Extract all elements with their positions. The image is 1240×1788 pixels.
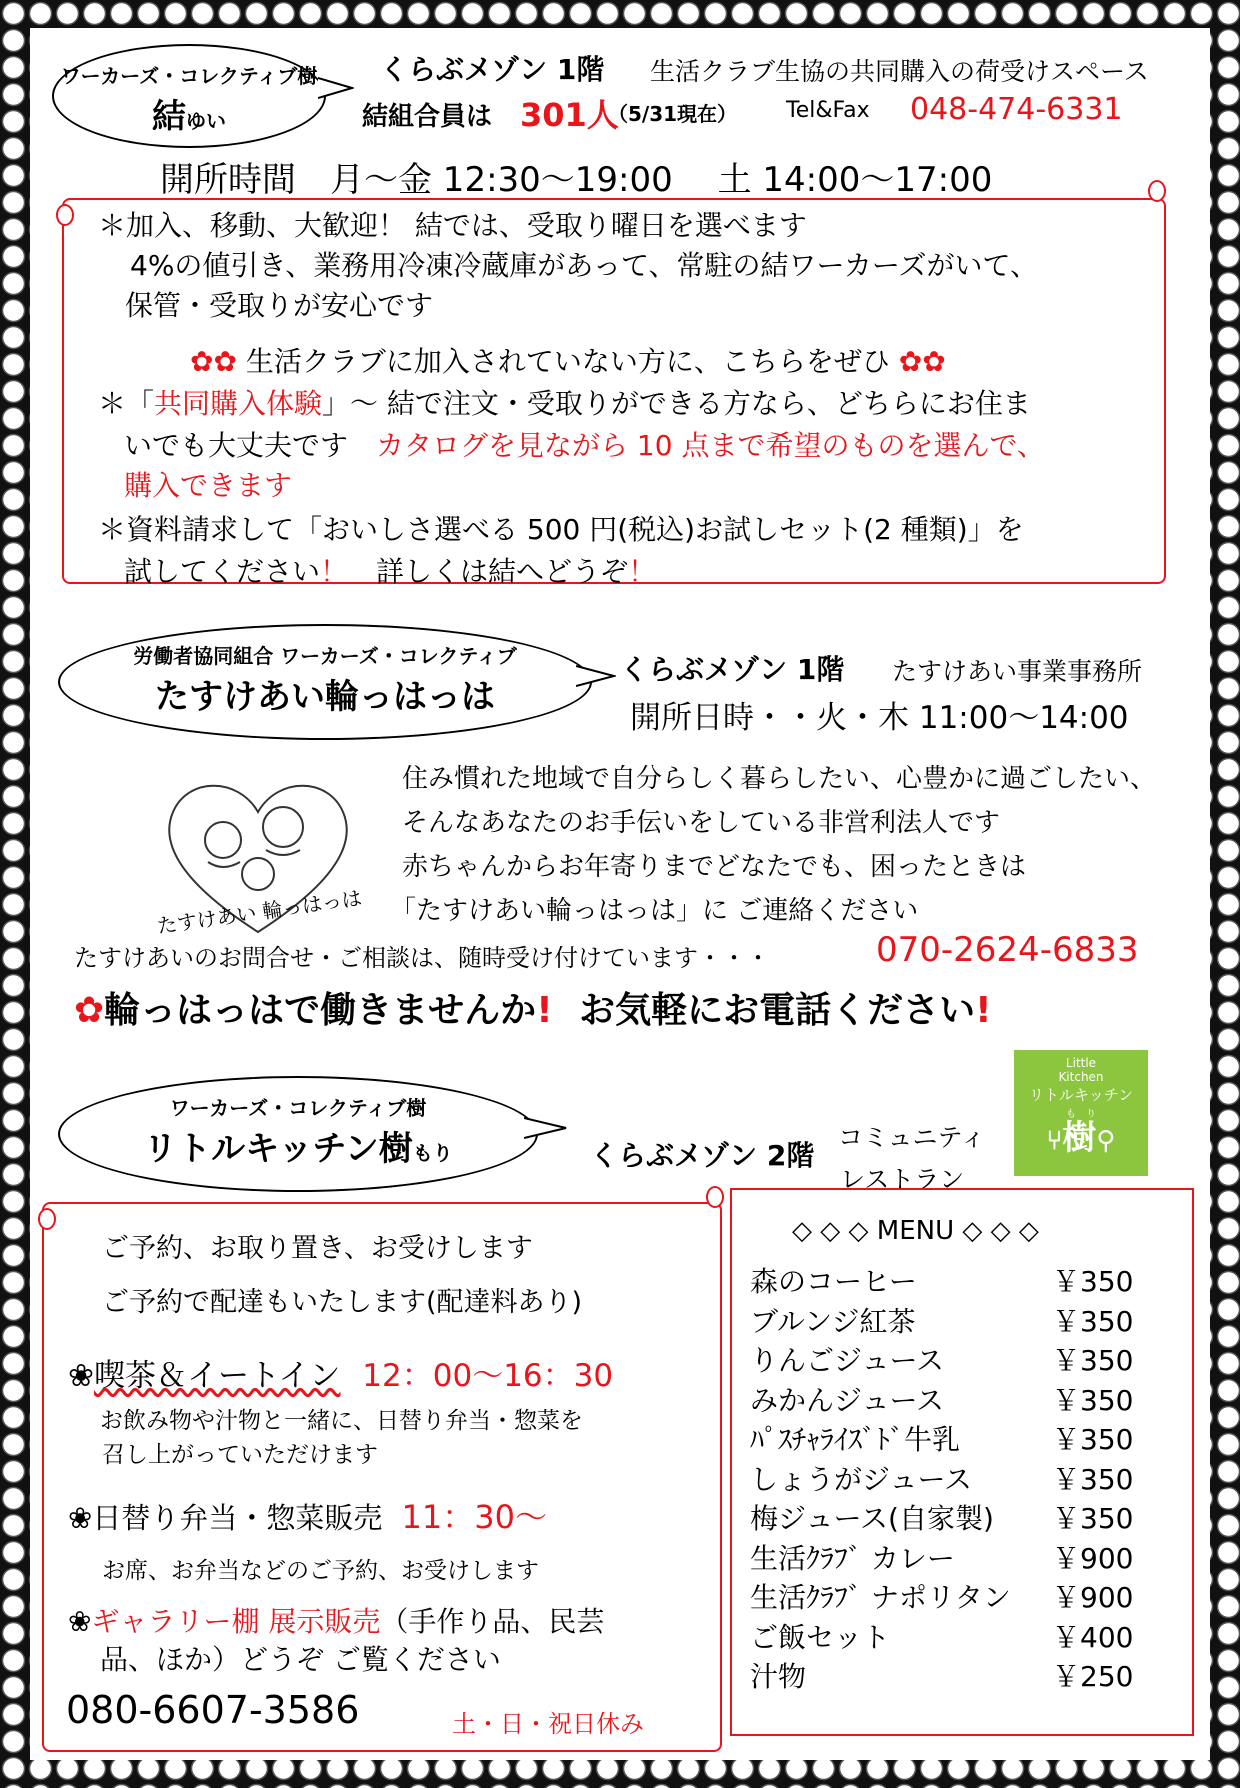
menu-item-price: ￥900 — [1052, 1581, 1134, 1614]
yui-trial-line: ＊「共同購入体験」～ 結で注文・受取りができる方なら、どちらにお住ま — [98, 387, 1031, 420]
spoon-icon: ⚲ — [1096, 1126, 1116, 1156]
menu-item — [750, 1260, 1150, 1300]
yui-bubble-tail — [318, 76, 354, 100]
menu-item-name: 梅ジュース(自家製) — [750, 1502, 994, 1535]
yui-trial-line-3: 購入できます — [124, 469, 293, 502]
kitchen-cafe-desc-2: 召し上がっていただけます — [102, 1442, 378, 1468]
wahhaha-logo-text: たすけあい 輪っはっは — [155, 885, 364, 939]
menu-item — [750, 1458, 1150, 1498]
menu-item — [750, 1655, 1150, 1695]
menu-item-price: ￥350 — [1052, 1304, 1134, 1338]
kitchen-closed-days: 土・日・祝日休み — [452, 1710, 644, 1738]
yui-bubble-org: ワーカーズ・コレクティブ樹 — [60, 64, 318, 88]
flyer-page — [30, 28, 1210, 1760]
kitchen-logo-row: ⑂樹⚲ — [1046, 1118, 1116, 1158]
menu-item-price: ￥350 — [1052, 1502, 1134, 1535]
yui-trial-line-2: いでも大丈夫です カタログを見ながら 10 点まで希望のものを選んで、 — [124, 429, 1045, 462]
yui-members-count: 301人 — [520, 96, 619, 134]
menu-title: ◇ ◇ ◇ MENU ◇ ◇ ◇ — [792, 1216, 1039, 1246]
wahhaha-bubble-name: たすけあい輪っはっは — [155, 677, 495, 717]
flower-icon: ✿ — [213, 345, 237, 378]
wahhaha-desc-1: 住み慣れた地域で自分らしく暮らしたい、心豊かに過ごしたい、 — [402, 764, 1157, 794]
wahhaha-desc-2: そんなあなたのお手伝いをしている非営利法人です — [402, 808, 1001, 838]
kitchen-bubble-name: リトルキッチン樹もり — [143, 1129, 453, 1169]
menu-item-price: ￥400 — [1052, 1620, 1134, 1654]
yui-text-3: 保管・受取りが安心です — [125, 289, 434, 322]
fork-icon: ⑂ — [1046, 1126, 1063, 1156]
yui-place: くらぶメゾン 1階 — [380, 53, 605, 86]
kitchen-cafe-desc-1: お飲み物や汁物と一緒に、日替り弁当・惣菜を — [100, 1408, 583, 1434]
menu-item — [750, 1537, 1150, 1577]
wahhaha-desc-4: 「たすけあい輪っはっは」に ご連絡ください — [390, 896, 919, 926]
menu-item — [750, 1576, 1150, 1616]
kitchen-gallery: ❀ギャラリー棚 展示販売（手作り品、民芸 — [68, 1605, 605, 1638]
menu-item — [750, 1379, 1150, 1419]
menu-item-name: しょうがジュース — [750, 1462, 973, 1496]
kitchen-type-1: コミュニティ — [838, 1123, 986, 1152]
flower-icon: ✿ — [190, 345, 214, 378]
yui-speech-bubble — [52, 44, 326, 148]
yui-tel-label: Tel&Fax — [786, 98, 870, 123]
kitchen-place: くらぶメゾン 2階 — [590, 1139, 815, 1172]
scroll-curl-left — [38, 1208, 56, 1230]
menu-item-price: ￥350 — [1052, 1462, 1134, 1496]
flower-icon: ✿ — [74, 990, 105, 1031]
kitchen-logo — [1014, 1050, 1148, 1176]
kitchen-logo-ruby: も り — [1066, 1109, 1096, 1120]
kitchen-bubble-tail — [524, 1116, 568, 1140]
yui-hours: 開所時間 月～金 12:30～19:00 土 14:00～17:00 — [160, 160, 993, 200]
menu-item-price: ￥350 — [1052, 1383, 1134, 1417]
yui-members-date: （5/31現在） — [608, 102, 738, 126]
menu-item-name: 森のコーヒー — [750, 1265, 917, 1298]
yui-text-1: ＊加入、移動、大歓迎！ 結では、受取り曜日を選べます — [98, 209, 807, 242]
flower-icon: ❀ — [68, 1501, 93, 1535]
yui-sample-line: ＊資料請求して「おいしさ選べる 500 円(税込)お試しセット(2 種類)」を — [98, 513, 1024, 546]
flower-icon: ❀ — [68, 1605, 92, 1638]
menu-item — [750, 1418, 1150, 1458]
wahhaha-bubble-tail — [576, 664, 616, 688]
kitchen-phone[interactable]: 080-6607-3586 — [66, 1688, 360, 1732]
kitchen-reserve-1: ご予約、お取り置き、お受けします — [102, 1233, 533, 1264]
menu-item-name: 汁物 — [750, 1660, 807, 1693]
kitchen-bubble-org: ワーカーズ・コレクティブ樹 — [169, 1096, 427, 1120]
kitchen-speech-bubble — [58, 1076, 538, 1192]
kitchen-bento: ❀日替り弁当・惣菜販売 11：30～ — [68, 1498, 547, 1536]
flower-icon: ✿ — [898, 345, 923, 378]
menu-item-name: りんごジュース — [750, 1344, 945, 1377]
menu-item-name: ブルンジ紅茶 — [750, 1304, 916, 1338]
wahhaha-office: たすけあい事業事務所 — [892, 657, 1143, 686]
kitchen-type-2: レストラン — [840, 1165, 965, 1194]
yui-phone[interactable]: 048-474-6331 — [910, 92, 1123, 127]
kitchen-logo-line1: Little — [1065, 1056, 1097, 1070]
menu-item-name: みかんジュース — [750, 1383, 945, 1417]
wahhaha-phone[interactable]: 070-2624-6833 — [876, 930, 1139, 970]
menu-item-price: ￥350 — [1052, 1423, 1134, 1456]
scroll-curl-left — [56, 204, 74, 226]
wahhaha-hours: 開所日時・・火・木 11:00～14:00 — [630, 700, 1129, 736]
wahhaha-place: くらぶメゾン 1階 — [620, 653, 845, 686]
flower-icon: ❀ — [68, 1358, 94, 1394]
kitchen-reserve-2: ご予約で配達もいたします(配達料あり) — [102, 1287, 583, 1318]
menu-item-price: ￥350 — [1052, 1344, 1134, 1377]
yui-heading: ✿✿ 生活クラブに加入されていない方に、こちらをぜひ ✿✿ — [190, 345, 946, 378]
kitchen-gallery-2: 品、ほか）どうぞ ご覧ください — [100, 1643, 501, 1676]
scroll-curl-top — [1148, 180, 1166, 202]
yui-bubble-name: 結ゆい — [152, 97, 226, 137]
wahhaha-slogan: ✿輪っはっはで働きませんか! お気軽にお電話ください! — [74, 990, 992, 1031]
kitchen-bento-desc: お席、お弁当などのご予約、お受けします — [102, 1558, 539, 1584]
flower-icon: ✿ — [922, 345, 946, 378]
yui-description: 生活クラブ生協の共同購入の荷受けスペース — [650, 57, 1149, 86]
menu-item-name: 生活ｸﾗﾌﾞ カレー — [750, 1541, 955, 1575]
menu-item-name: ご飯セット — [750, 1620, 891, 1654]
menu-item-price: ￥350 — [1052, 1265, 1134, 1298]
kitchen-logo-line3: リトルキッチン — [1029, 1086, 1133, 1104]
kitchen-cafe: ❀喫茶＆イートイン 12：00～16：30 — [68, 1358, 614, 1394]
menu-item — [750, 1300, 1150, 1340]
yui-members-label: 結組合員は — [362, 102, 493, 132]
menu-box — [730, 1188, 1194, 1736]
yui-sample-line-2: 試してください！ 詳しくは結へどうぞ！ — [124, 555, 657, 588]
menu-item — [750, 1497, 1150, 1537]
menu-item — [750, 1616, 1150, 1656]
kitchen-logo-line2: Kitchen — [1058, 1070, 1104, 1084]
yui-text-2: 4%の値引き、業務用冷凍冷蔵庫があって、常駐の結ワーカーズがいて、 — [130, 249, 1038, 282]
wahhaha-speech-bubble — [58, 624, 592, 740]
scroll-curl-top — [706, 1186, 724, 1208]
wahhaha-bubble-org: 労働者協同組合 ワーカーズ・コレクティブ — [133, 644, 517, 668]
menu-item-name: ﾊﾟｽﾁｬﾗｲｽﾞﾄﾞ牛乳 — [750, 1423, 961, 1456]
menu-item — [750, 1339, 1150, 1379]
wahhaha-contact: たすけあいのお問合せ・ご相談は、随時受け付けています・・・ — [74, 944, 770, 972]
menu-item-price: ￥250 — [1052, 1660, 1134, 1693]
wahhaha-desc-3: 赤ちゃんからお年寄りまでどなたでも、困ったときは — [402, 852, 1027, 882]
menu-item-name: 生活ｸﾗﾌﾞ ナポリタン — [750, 1581, 1011, 1614]
menu-item-price: ￥900 — [1052, 1541, 1134, 1575]
